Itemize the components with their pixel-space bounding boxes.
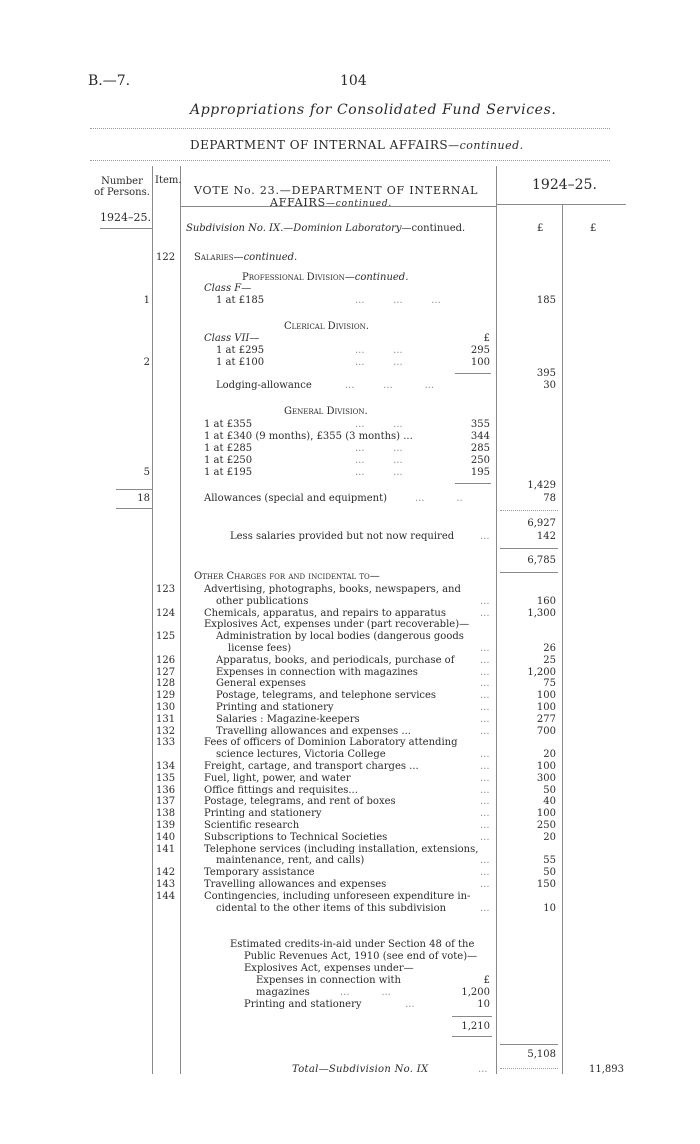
- item-number: 142: [156, 867, 176, 878]
- amount: 185: [536, 295, 556, 306]
- salary-line: 1 at £100: [216, 357, 265, 368]
- subdivision-continued: continued.: [411, 223, 466, 234]
- credits-line: Explosives Act, expenses under—: [244, 963, 414, 974]
- number-of-persons-header: [92, 176, 152, 198]
- leader-dots: ...: [480, 832, 490, 843]
- item-number: 123: [156, 584, 176, 595]
- charge-description: Postage, telegrams, and telephone services: [216, 690, 437, 701]
- salaries-heading: [194, 253, 297, 263]
- salary-line: 1 at £340 (9 months), £355 (3 months) ...: [204, 431, 413, 442]
- charge-description: cidental to the other items of this subdivision: [216, 903, 447, 914]
- charge-description: Travelling allowances and expenses: [204, 879, 387, 890]
- amount: 75: [543, 678, 556, 689]
- column-rule-amount: [562, 204, 563, 1074]
- leader-dots: ...: [480, 867, 490, 878]
- lodging-allowance-label: Lodging-allowance: [216, 380, 312, 391]
- item-number: 136: [156, 785, 176, 796]
- pound-sign-subtotals: £: [537, 223, 544, 234]
- department-continued: —continued.: [448, 139, 524, 152]
- sum-rule: [500, 1044, 558, 1045]
- pound-sign-totals: £: [590, 223, 597, 234]
- persons-total: 18: [137, 493, 150, 504]
- amount: 195: [470, 467, 490, 478]
- credits-line: magazines: [256, 987, 310, 998]
- leader-dots: ...: [480, 678, 490, 689]
- amount: 277: [536, 714, 556, 725]
- item-number: 125: [156, 631, 176, 642]
- credits-line: Public Revenues Act, 1910 (see end of vote)—: [244, 951, 478, 962]
- amount: 6,927: [527, 518, 556, 529]
- charge-description: Fees of officers of Dominion Laboratory attending: [204, 737, 458, 748]
- item-number: 131: [156, 714, 176, 725]
- credits-line: Printing and stationery: [244, 999, 362, 1010]
- credits-pound-sign: £: [483, 975, 490, 986]
- persons-count: 2: [143, 357, 150, 368]
- sum-rule: [500, 1068, 558, 1069]
- amount: 700: [536, 726, 556, 737]
- amount: 1,200: [461, 987, 490, 998]
- general-division-heading: General Division.: [284, 406, 368, 417]
- clerical-pound-sign: £: [483, 333, 490, 344]
- item-number: 124: [156, 608, 176, 619]
- leader-dots: ... ... ...: [355, 295, 441, 306]
- leader-dots: ... ... ...: [345, 380, 435, 391]
- amount: 26: [543, 643, 556, 654]
- charge-description: Travelling allowances and expenses ...: [216, 726, 411, 737]
- leader-dots: ... ...: [355, 443, 403, 454]
- salary-line: 1 at £250: [204, 455, 253, 466]
- charge-description: Printing and stationery: [204, 808, 322, 819]
- charge-description: Apparatus, books, and periodicals, purchase of: [216, 655, 455, 666]
- vote-heading-line2: [270, 197, 392, 209]
- sum-rule: [452, 1036, 492, 1037]
- persons-sum-rule: [116, 489, 152, 490]
- charge-description: Office fittings and requisites...: [204, 785, 358, 796]
- leader-dots: ...: [480, 761, 490, 772]
- charge-description: Contingencies, including unforeseen expenditure in-: [204, 891, 471, 902]
- amount: 40: [543, 796, 556, 807]
- allowances-label: Allowances (special and equipment): [204, 493, 388, 504]
- salaries-heading-continued: continued.: [243, 252, 298, 263]
- leader-dots: ...: [480, 726, 490, 737]
- item-number: 127: [156, 667, 176, 678]
- charge-description: Salaries : Magazine-keepers: [216, 714, 360, 725]
- charge-description: other publications: [216, 596, 309, 607]
- amount: 344: [470, 431, 490, 442]
- charge-description: Telephone services (including installation, extensions,: [204, 844, 479, 855]
- charge-description: science lectures, Victoria College: [216, 749, 386, 760]
- number-of-persons-header-line1: Number: [101, 176, 143, 187]
- leader-dots: ... ...: [355, 455, 403, 466]
- amount: 20: [543, 749, 556, 760]
- item-number: 133: [156, 737, 176, 748]
- charge-description: Fuel, light, power, and water: [204, 773, 351, 784]
- leader-dots: ... ...: [355, 419, 403, 430]
- charge-description: Postage, telegrams, and rent of boxes: [204, 796, 396, 807]
- sum-rule: [455, 373, 491, 374]
- leader-dots: ... ...: [355, 345, 403, 356]
- item-number: 135: [156, 773, 176, 784]
- subdivision-heading: [186, 224, 465, 234]
- amount: 395: [536, 368, 556, 379]
- amount: 100: [536, 761, 556, 772]
- sum-rule: [455, 483, 491, 484]
- leader-dots: ...: [480, 643, 490, 654]
- charge-description: Administration by local bodies (dangerous goods: [216, 631, 464, 642]
- column-rule-item: [180, 166, 181, 1074]
- charge-description: Scientific research: [204, 820, 300, 831]
- charge-description: Chemicals, apparatus, and repairs to apparatus: [204, 608, 446, 619]
- leader-dots: ...: [480, 796, 490, 807]
- amount: 55: [543, 855, 556, 866]
- charge-description: Advertising, photographs, books, newspapers, and: [204, 584, 461, 595]
- leader-dots: ...: [480, 690, 490, 701]
- charge-description: Printing and stationery: [216, 702, 334, 713]
- sum-rule: [500, 548, 558, 549]
- item-number: 137: [156, 796, 176, 807]
- amount: 100: [536, 808, 556, 819]
- amount: 10: [543, 903, 556, 914]
- item-number: 129: [156, 690, 176, 701]
- amount: 25: [543, 655, 556, 666]
- subdivision-title: Subdivision No. IX.—Dominion Laboratory—: [186, 223, 412, 234]
- charge-description: Expenses in connection with magazines: [216, 667, 418, 678]
- clerical-division-heading: Clerical Division.: [284, 321, 369, 332]
- leader-dots: ...: [480, 903, 490, 914]
- amount: 250: [536, 820, 556, 831]
- amount: 355: [470, 419, 490, 430]
- leader-dots: ...: [480, 714, 490, 725]
- class-vii-heading: Class VII—: [204, 333, 260, 344]
- item-number: 141: [156, 844, 176, 855]
- department-name: DEPARTMENT OF INTERNAL AFFAIRS: [190, 138, 449, 152]
- class-f-heading: Class F—: [204, 283, 252, 294]
- item-number: 122: [156, 252, 176, 263]
- credits-line: Expenses in connection with: [256, 975, 401, 986]
- department-heading: [190, 139, 524, 151]
- persons-year-rule: [100, 228, 152, 229]
- report-reference: B.—7.: [88, 73, 131, 89]
- item-number: 130: [156, 702, 176, 713]
- leader-dots: ...: [478, 1064, 488, 1075]
- amount: 1,300: [527, 608, 556, 619]
- salary-line: 1 at £285: [204, 443, 253, 454]
- amount: 50: [543, 867, 556, 878]
- amount: 300: [536, 773, 556, 784]
- persons-total-rule: [116, 508, 152, 509]
- item-number: 143: [156, 879, 176, 890]
- amount: 50: [543, 785, 556, 796]
- less-salaries-label: Less salaries provided but not now required: [230, 531, 455, 542]
- charge-description: license fees): [228, 643, 292, 654]
- department-rule: [90, 160, 610, 161]
- item-number: 132: [156, 726, 176, 737]
- amount: 295: [470, 345, 490, 356]
- leader-dots: ...: [480, 749, 490, 760]
- number-of-persons-header-line2: of Persons.: [94, 187, 150, 198]
- leader-dots: ...: [480, 531, 490, 542]
- amount: 100: [470, 357, 490, 368]
- item-number: 138: [156, 808, 176, 819]
- leader-dots: ...: [480, 667, 490, 678]
- leader-dots: ...: [480, 808, 490, 819]
- credits-line: Estimated credits-in-aid under Section 48 of the: [230, 939, 475, 950]
- amount: 10: [477, 999, 490, 1010]
- professional-division-continued: continued.: [354, 272, 409, 283]
- amount: 160: [536, 596, 556, 607]
- item-number: 140: [156, 832, 176, 843]
- charge-description: Freight, cartage, and transport charges ...: [204, 761, 419, 772]
- grand-total: 11,893: [589, 1064, 624, 1075]
- amount: 100: [536, 690, 556, 701]
- leader-dots: ...: [480, 702, 490, 713]
- amount: 20: [543, 832, 556, 843]
- charge-description: Explosives Act, expenses under (part recoverable)—: [204, 619, 470, 630]
- salaries-heading-label: Salaries—: [194, 252, 244, 263]
- amount: 1,429: [527, 480, 556, 491]
- charge-description: maintenance, rent, and calls): [216, 855, 365, 866]
- vote-heading-continued: —continued.: [325, 199, 393, 209]
- leader-dots: ...: [480, 785, 490, 796]
- year-heading-rule: [496, 204, 626, 205]
- subdivision-total-label: Total—Subdivision No. IX: [292, 1064, 429, 1075]
- leader-dots: ... ...: [340, 987, 391, 998]
- item-number: 144: [156, 891, 176, 902]
- salary-line: 1 at £195: [204, 467, 253, 478]
- sum-rule: [452, 1016, 492, 1017]
- professional-division-heading: [242, 273, 408, 283]
- sum-rule: [500, 572, 558, 573]
- amount: 78: [543, 493, 556, 504]
- charge-description: General expenses: [216, 678, 306, 689]
- leader-dots: ...: [480, 655, 490, 666]
- amount: 1,200: [527, 667, 556, 678]
- leader-dots: ...: [480, 820, 490, 831]
- amount: 30: [543, 380, 556, 391]
- persons-year: 1924–25.: [100, 211, 151, 224]
- year-header: 1924–25.: [532, 177, 597, 193]
- salary-line: 1 at £185: [216, 295, 265, 306]
- amount: 285: [470, 443, 490, 454]
- item-number: 128: [156, 678, 176, 689]
- charge-description: Subscriptions to Technical Societies: [204, 832, 388, 843]
- item-number: 134: [156, 761, 176, 772]
- amount: 100: [536, 702, 556, 713]
- leader-dots: ... ..: [415, 493, 463, 504]
- vote-heading-line1: VOTE No. 23.—DEPARTMENT OF INTERNAL: [194, 184, 479, 197]
- page-number: 104: [340, 73, 367, 89]
- page-title: Appropriations for Consolidated Fund Services.: [190, 102, 557, 118]
- leader-dots: ... ...: [355, 357, 403, 368]
- leader-dots: ...: [480, 608, 490, 619]
- column-rule-persons: [152, 166, 153, 1074]
- other-charges-heading: Other Charges for and incidental to—: [194, 571, 380, 582]
- professional-division-label: Professional Division—: [242, 272, 355, 283]
- vote-heading-affairs: AFFAIRS: [270, 196, 326, 209]
- amount: 250: [470, 455, 490, 466]
- persons-count: 5: [143, 467, 150, 478]
- leader-dots: ...: [480, 879, 490, 890]
- persons-count: 1: [143, 295, 150, 306]
- item-header: Item.: [155, 175, 182, 186]
- amount: 150: [536, 879, 556, 890]
- column-rule-description: [496, 166, 497, 1074]
- amount: 6,785: [527, 555, 556, 566]
- amount: 142: [536, 531, 556, 542]
- salary-line: 1 at £295: [216, 345, 265, 356]
- amount: 5,108: [527, 1049, 556, 1060]
- item-number: 126: [156, 655, 176, 666]
- title-rule: [90, 128, 610, 129]
- leader-dots: ... ...: [355, 467, 403, 478]
- salary-line: 1 at £355: [204, 419, 253, 430]
- sum-rule: [500, 510, 558, 511]
- leader-dots: ...: [480, 773, 490, 784]
- leader-dots: ...: [480, 596, 490, 607]
- leader-dots: ...: [405, 999, 415, 1010]
- item-number: 139: [156, 820, 176, 831]
- charge-description: Temporary assistance: [204, 867, 315, 878]
- amount: 1,210: [461, 1021, 490, 1032]
- leader-dots: ...: [480, 855, 490, 866]
